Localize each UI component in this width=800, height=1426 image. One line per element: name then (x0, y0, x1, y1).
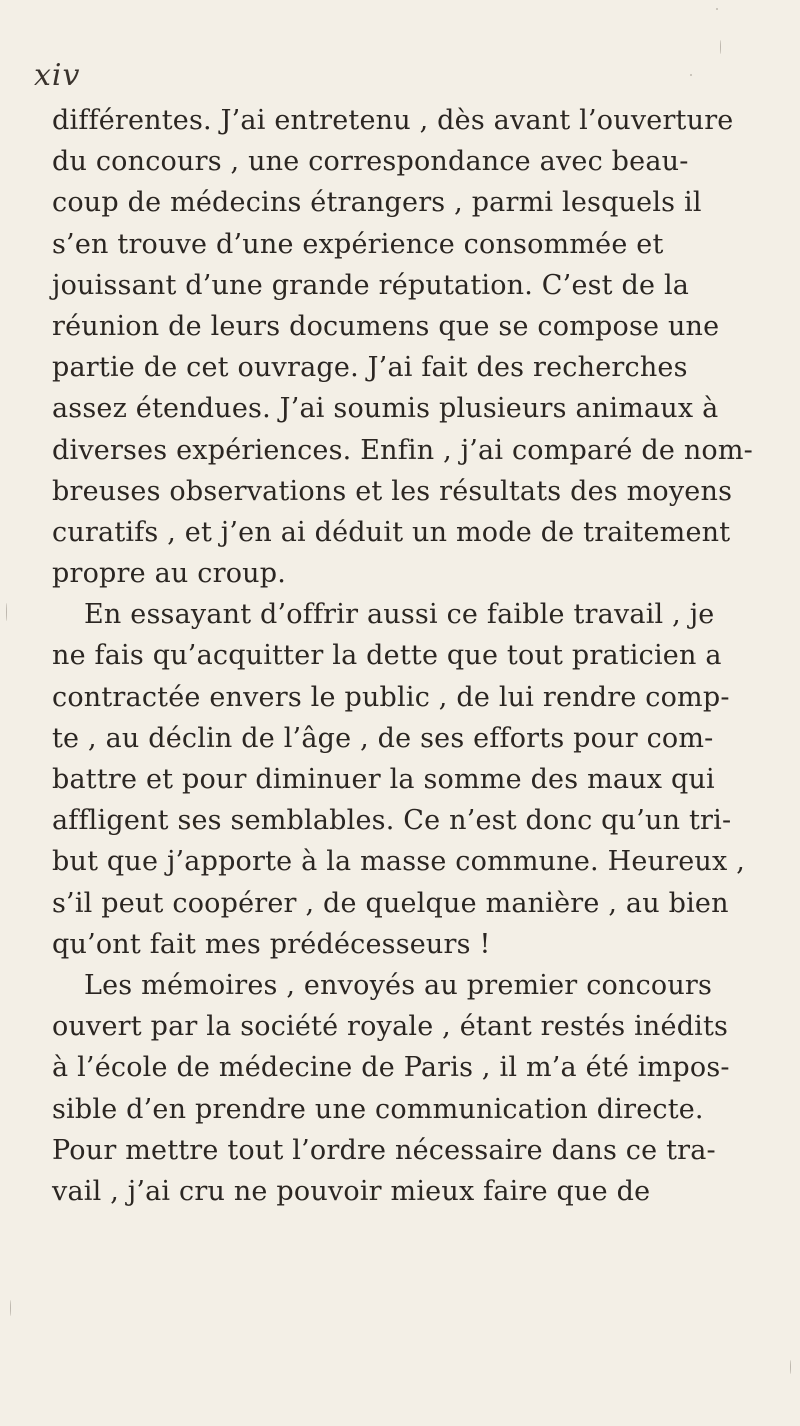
text-line: jouissant d’une grande réputation. C’est de la (52, 269, 690, 301)
text-line: vail , j’ai cru ne pouvoir mieux faire que de (52, 1175, 651, 1207)
paper-speck (716, 8, 718, 10)
text-line: ouvert par la société royale , étant restés inédits (52, 1011, 729, 1043)
text-line: s’en trouve d’une expérience consommée et (52, 228, 664, 260)
text-line: ne fais qu’acquitter la dette que tout praticien a (52, 640, 722, 672)
text-line: différentes. J’ai entretenu , dès avant l’ouverture (52, 105, 734, 136)
paper-speck (10, 1300, 11, 1316)
text-line: coup de médecins étrangers , parmi lesquels il (52, 187, 702, 219)
text-line: Pour mettre tout l’ordre nécessaire dans ce tra- (52, 1134, 716, 1166)
paper-speck (6, 603, 7, 621)
paragraph-start-line: En essayant d’offrir aussi ce faible travail , je (84, 599, 715, 631)
text-line: réunion de leurs documens que se compose une (52, 310, 720, 342)
body-text (52, 100, 787, 1212)
text-line: du concours , une correspondance avec beau- (52, 146, 689, 178)
text-line: qu’ont fait mes prédécesseurs ! (52, 928, 491, 960)
paper-speck (690, 74, 692, 76)
text-line: but que j’apporte à la masse commune. Heureux , (52, 846, 745, 878)
paper-speck (790, 1360, 791, 1374)
text-line: partie de cet ouvrage. J’ai fait des recherches (52, 352, 688, 384)
text-line: curatifs , et j’en ai déduit un mode de traitement (52, 516, 731, 548)
paragraph-start-line: Les mémoires , envoyés au premier concours (84, 969, 713, 1001)
text-line: breuses observations et les résultats des moyens (52, 475, 733, 507)
text-line: propre au croup. (52, 558, 287, 590)
text-line: diverses expériences. Enfin , j’ai comparé de nom- (52, 434, 754, 466)
text-line: te , au déclin de l’âge , de ses efforts pour com- (52, 722, 714, 754)
text-line: assez étendues. J’ai soumis plusieurs animaux à (52, 393, 719, 425)
text-line: contractée envers le public , de lui rendre comp- (52, 681, 730, 713)
text-line: affligent ses semblables. Ce n’est donc qu’un tri- (52, 805, 732, 837)
paper-speck (720, 40, 721, 54)
page-number: xiv (34, 58, 81, 93)
text-line: battre et pour diminuer la somme des maux qui (52, 764, 715, 795)
text-line: s’il peut coopérer , de quelque manière , au bien (52, 887, 729, 919)
text-line: à l’école de médecine de Paris , il m’a été impos- (52, 1052, 730, 1084)
text-line: sible d’en prendre une communication directe. (52, 1093, 704, 1125)
